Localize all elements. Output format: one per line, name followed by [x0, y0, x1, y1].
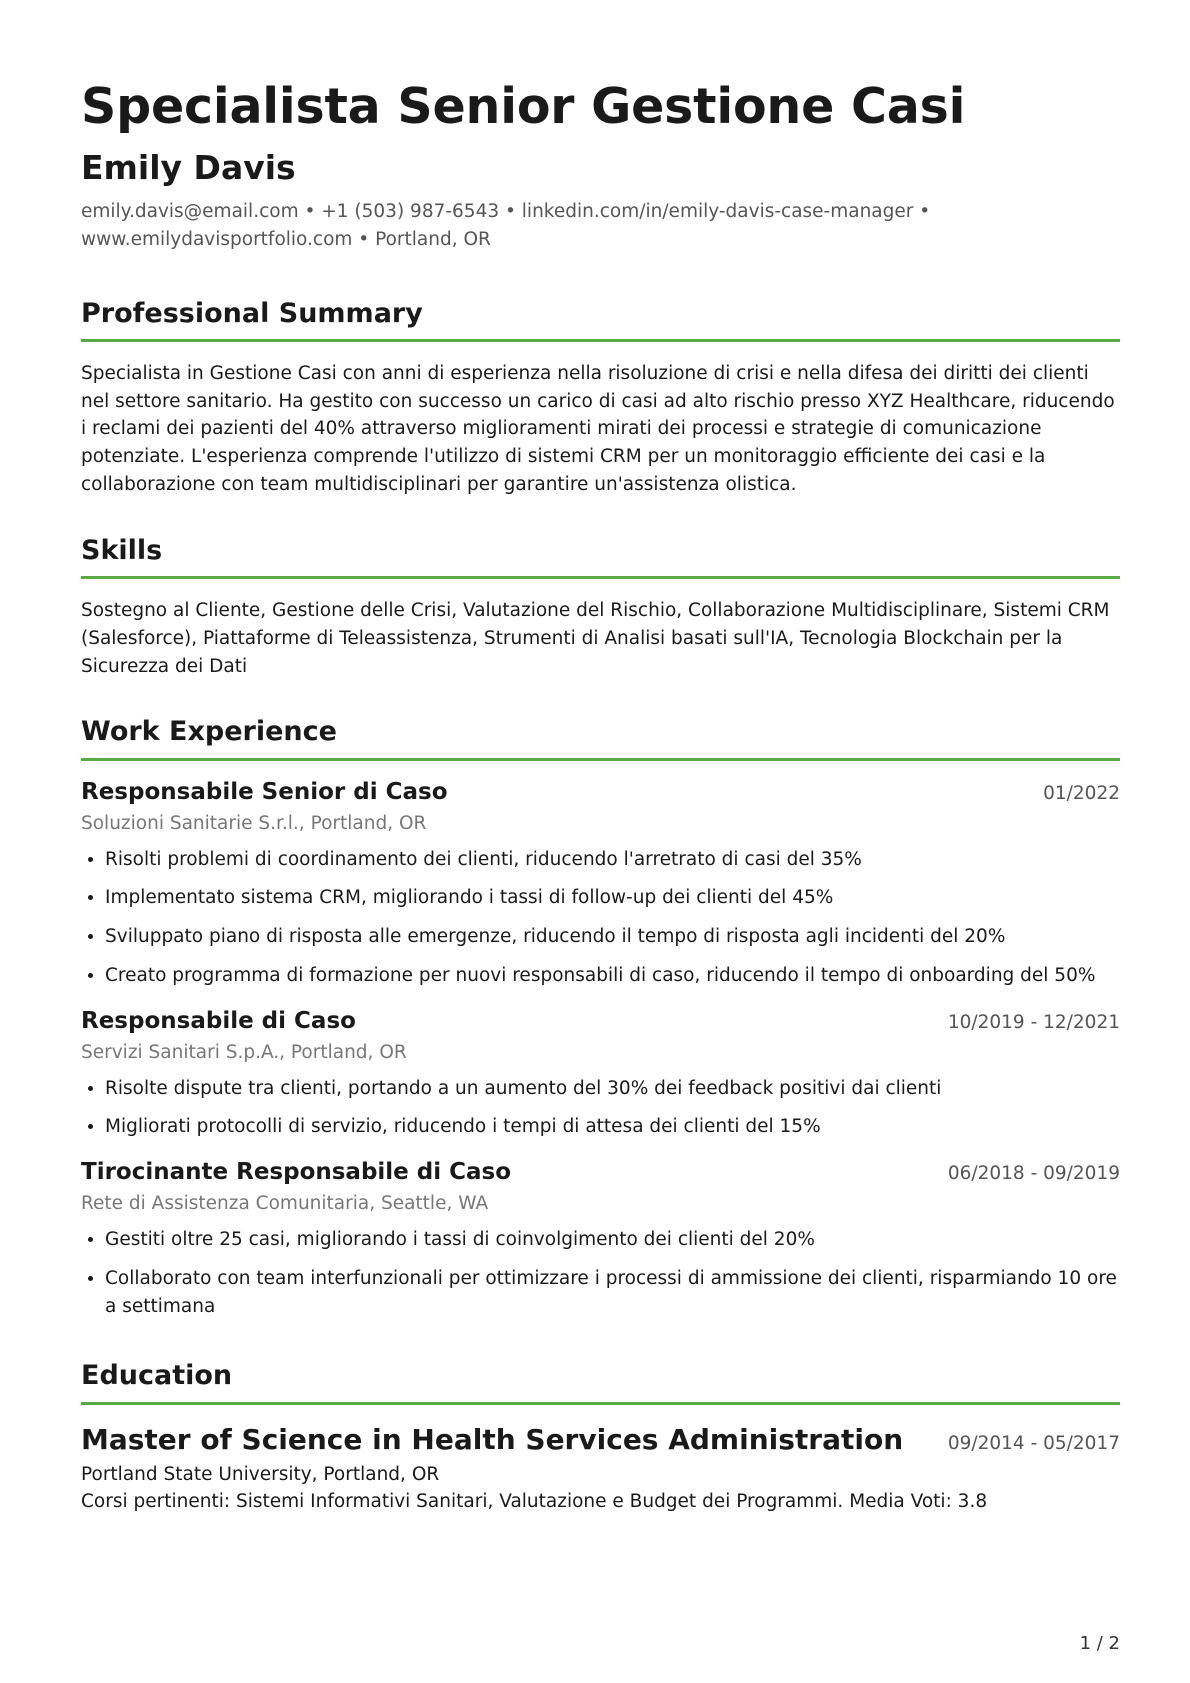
candidate-name: Emily Davis	[81, 147, 296, 187]
education-section	[81, 1360, 1120, 1515]
job-date: 01/2022	[1043, 782, 1120, 804]
contact-line-2: www.emilydavisportfolio.com • Portland, OR	[81, 228, 491, 250]
summary-section	[81, 298, 1120, 499]
experience-heading: Work Experience	[81, 716, 1120, 760]
summary-text: Specialista in Gestione Casi con anni di esperienza nella risoluzione di crisi e nella difesa dei diritti dei clienti nel settore sanitario. Ha gestito con successo un carico di casi ad alto rischio presso XYZ Healthcare, riducendo i reclami dei pazienti del 40% attraverso miglioramenti mirati dei processi e strategie di comunicazione potenziate. L'esperienza comprende l'utilizzo di sistemi CRM per un monitoraggio efficiente dei casi e la collaborazione con team multidisciplinari per garantire un'assistenza olistica.	[81, 362, 1115, 495]
resume-page	[81, 78, 1120, 1515]
job-entry	[81, 1008, 1120, 1142]
education-school: Portland State University, Portland, OR	[81, 1463, 440, 1485]
education-date: 09/2014 - 05/2017	[947, 1432, 1120, 1454]
job-company: Soluzioni Sanitarie S.r.l., Portland, OR	[81, 812, 427, 834]
job-entry	[81, 779, 1120, 990]
education-degree: Master of Science in Health Services Administration	[81, 1422, 904, 1456]
job-bullet: • Risolte dispute tra clienti, portando a un aumento del 30% dei feedback positivi dai clienti	[105, 1075, 1120, 1103]
job-bullet: • Creato programma di formazione per nuovi responsabili di caso, riducendo il tempo di onboarding del 50%	[105, 962, 1120, 990]
job-bullet: • Migliorati protocolli di servizio, riducendo i tempi di attesa dei clienti del 15%	[105, 1113, 1120, 1141]
job-entry	[81, 1159, 1120, 1320]
job-date: 06/2018 - 09/2019	[947, 1163, 1120, 1185]
job-date: 10/2019 - 12/2021	[947, 1011, 1120, 1033]
summary-heading: Professional Summary	[81, 298, 1120, 342]
job-bullet: • Implementato sistema CRM, migliorando i tassi di follow-up dei clienti del 45%	[105, 884, 1120, 912]
skills-section	[81, 535, 1120, 681]
experience-section	[81, 716, 1120, 1320]
job-bullet: • Risolti problemi di coordinamento dei clienti, riducendo l'arretrato di casi del 35%	[105, 846, 1120, 874]
page-number: 1 / 2	[1079, 1633, 1120, 1654]
skills-heading: Skills	[81, 535, 1120, 579]
job-title: Responsabile di Caso	[81, 1007, 356, 1034]
job-title: Tirocinante Responsabile di Caso	[81, 1159, 512, 1186]
job-bullets	[81, 1226, 1120, 1320]
job-bullet: • Collaborato con team interfunzionali per ottimizzare i processi di ammissione dei clienti, risparmiando 10 ore a settimana	[105, 1265, 1120, 1321]
resume-title: Specialista Senior Gestione Casi	[81, 78, 966, 135]
job-company: Servizi Sanitari S.p.A., Portland, OR	[81, 1041, 407, 1063]
job-bullet: • Gestiti oltre 25 casi, migliorando i tassi di coinvolgimento dei clienti del 20%	[105, 1226, 1120, 1254]
education-heading: Education	[81, 1360, 1120, 1404]
job-title: Responsabile Senior di Caso	[81, 778, 448, 805]
job-bullets	[81, 846, 1120, 990]
job-bullet: • Sviluppato piano di risposta alle emergenze, riducendo il tempo di risposta agli incidenti del 20%	[105, 923, 1120, 951]
job-bullets	[81, 1075, 1120, 1142]
contact-line-1: emily.davis@email.com • +1 (503) 987-6543 • linkedin.com/in/emily-davis-case-manager •	[81, 201, 931, 223]
job-company: Rete di Assistenza Comunitaria, Seattle, WA	[81, 1193, 489, 1215]
skills-text: Sostegno al Cliente, Gestione delle Crisi, Valutazione del Rischio, Collaborazione Multidisciplinare, Sistemi CRM (Salesforce), Piattaforme di Teleassistenza, Strumenti di Analisi basati sull'IA, Tecnologia Blockchain per la Sicurezza dei Dati	[81, 600, 1110, 677]
contact-info	[81, 198, 1120, 254]
education-details: Corsi pertinenti: Sistemi Informativi Sanitari, Valutazione e Budget dei Programmi. Media Voti: 3.8	[81, 1490, 988, 1512]
